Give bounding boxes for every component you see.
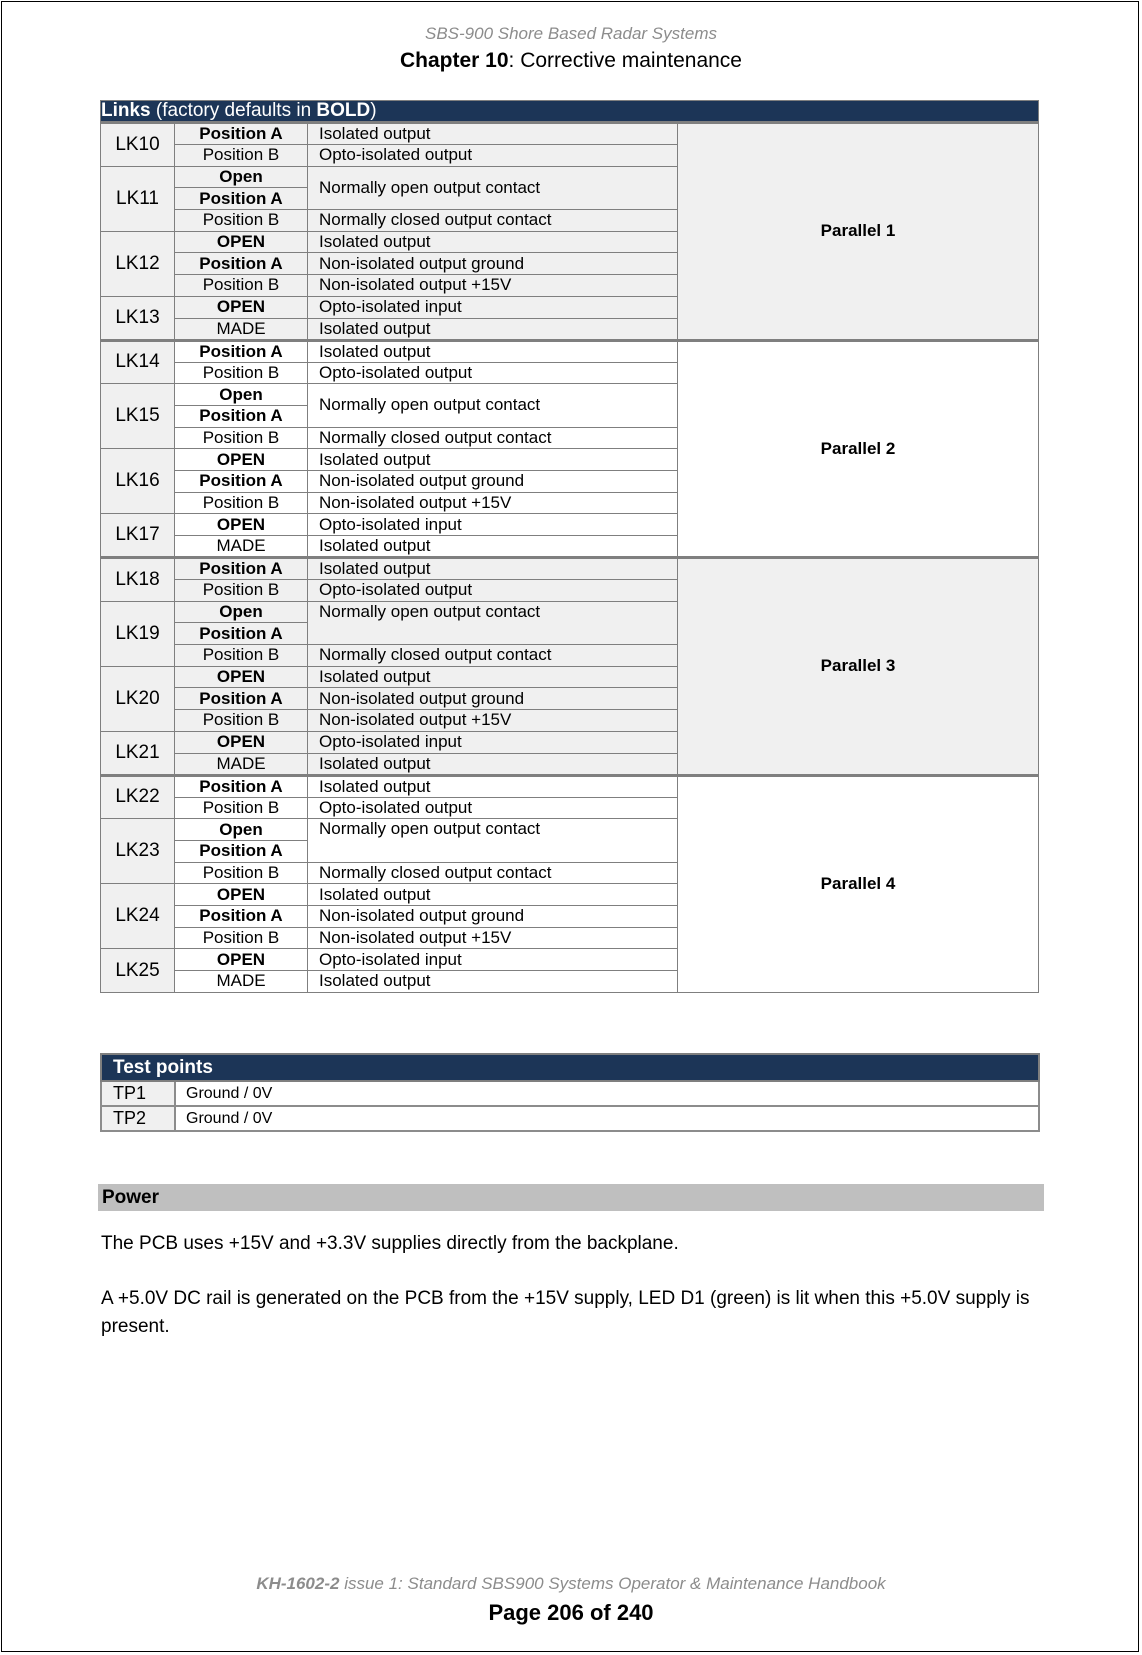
table-row <box>101 340 1039 362</box>
link-id: LK25 <box>101 949 175 992</box>
test-point-desc: Ground / 0V <box>175 1106 1039 1131</box>
link-description: Isolated output <box>308 971 678 993</box>
link-id: LK23 <box>101 819 175 884</box>
link-position: Position B <box>175 210 308 232</box>
link-id: LK10 <box>101 123 175 167</box>
link-position: Position A <box>175 623 308 645</box>
link-description: Non-isolated output ground <box>308 688 678 710</box>
link-position: Position B <box>175 145 308 167</box>
link-position: Position B <box>175 427 308 449</box>
link-position: Position A <box>175 188 308 210</box>
test-point-desc: Ground / 0V <box>175 1081 1039 1106</box>
link-description: Non-isolated output +15V <box>308 275 678 297</box>
links-table <box>100 100 1039 993</box>
link-description: Normally open output contact <box>308 384 678 427</box>
link-position: Position A <box>175 340 308 362</box>
link-id: LK17 <box>101 514 175 558</box>
link-position: OPEN <box>175 514 308 536</box>
link-description: Non-isolated output ground <box>308 905 678 927</box>
header-subtitle: SBS-900 Shore Based Radar Systems <box>425 24 717 43</box>
parallel-label: Parallel 3 <box>678 558 1039 776</box>
link-position: Position A <box>175 405 308 427</box>
link-id: LK14 <box>101 340 175 384</box>
link-id: LK19 <box>101 601 175 666</box>
link-description: Isolated output <box>308 449 678 471</box>
link-description: Isolated output <box>308 123 678 145</box>
link-position: Position B <box>175 862 308 884</box>
link-description: Normally closed output contact <box>308 427 678 449</box>
page-number: Page 206 of 240 <box>488 1600 654 1625</box>
link-description: Normally open output contact <box>308 601 678 644</box>
link-description: Isolated output <box>308 775 678 797</box>
link-position: Position A <box>175 123 308 145</box>
links-table-title <box>101 101 1039 123</box>
link-description: Opto-isolated input <box>308 296 678 318</box>
link-position: OPEN <box>175 296 308 318</box>
table-row <box>101 775 1039 797</box>
link-id: LK21 <box>101 731 175 775</box>
link-id: LK16 <box>101 449 175 514</box>
link-description: Isolated output <box>308 753 678 775</box>
test-points-table <box>100 1053 1040 1132</box>
link-position: Position B <box>175 797 308 819</box>
link-position: Position B <box>175 492 308 514</box>
table-row <box>101 1081 1039 1106</box>
link-description: Opto-isolated output <box>308 580 678 602</box>
link-position: MADE <box>175 318 308 340</box>
link-description: Non-isolated output +15V <box>308 710 678 732</box>
link-description: Opto-isolated output <box>308 797 678 819</box>
link-description: Normally open output contact <box>308 819 678 862</box>
link-description: Normally closed output contact <box>308 210 678 232</box>
link-description: Isolated output <box>308 666 678 688</box>
parallel-label: Parallel 1 <box>678 123 1039 341</box>
footer-doc-line <box>0 1574 1142 1594</box>
link-position: OPEN <box>175 884 308 906</box>
link-id: LK20 <box>101 666 175 731</box>
link-position: Position B <box>175 275 308 297</box>
link-description: Normally closed output contact <box>308 645 678 667</box>
table-row <box>101 1106 1039 1131</box>
link-description: Isolated output <box>308 884 678 906</box>
link-description: Opto-isolated input <box>308 731 678 753</box>
link-position: Position A <box>175 775 308 797</box>
link-id: LK12 <box>101 231 175 296</box>
link-description: Opto-isolated input <box>308 949 678 971</box>
link-position: OPEN <box>175 666 308 688</box>
link-description: Isolated output <box>308 558 678 580</box>
link-description: Isolated output <box>308 340 678 362</box>
links-title-mid: (factory defaults in <box>150 100 317 121</box>
link-description: Isolated output <box>308 231 678 253</box>
links-title-bold: Links <box>101 100 151 121</box>
table-row <box>101 123 1039 145</box>
link-description: Non-isolated output +15V <box>308 492 678 514</box>
link-position: Position A <box>175 470 308 492</box>
link-description: Opto-isolated input <box>308 514 678 536</box>
link-id: LK13 <box>101 296 175 340</box>
power-paragraph-1: The PCB uses +15V and +3.3V supplies directly from the backplane. <box>101 1233 679 1254</box>
link-position: Position A <box>175 688 308 710</box>
chapter-label: Chapter 10 <box>400 49 509 72</box>
test-point-id: TP1 <box>101 1081 175 1106</box>
link-position: Position B <box>175 580 308 602</box>
chapter-title: : Corrective maintenance <box>508 49 742 72</box>
link-position: Position A <box>175 905 308 927</box>
power-heading: Power <box>98 1184 1044 1211</box>
link-position: Position A <box>175 558 308 580</box>
link-position: Position B <box>175 927 308 949</box>
link-id: LK24 <box>101 884 175 949</box>
parallel-label: Parallel 4 <box>678 775 1039 992</box>
link-position: Open <box>175 166 308 188</box>
link-id: LK11 <box>101 166 175 231</box>
link-position: MADE <box>175 971 308 993</box>
link-description: Isolated output <box>308 318 678 340</box>
link-position: OPEN <box>175 949 308 971</box>
link-position: Position B <box>175 362 308 384</box>
link-position: OPEN <box>175 731 308 753</box>
links-title-bold2: BOLD <box>316 100 371 121</box>
link-position: MADE <box>175 753 308 775</box>
links-title-end: ) <box>370 100 377 121</box>
footer-doc-id: KH-1602-2 <box>256 1574 340 1593</box>
link-position: Open <box>175 384 308 406</box>
link-description: Normally open output contact <box>308 166 678 209</box>
link-position: OPEN <box>175 231 308 253</box>
link-description: Opto-isolated output <box>308 145 678 167</box>
link-description: Normally closed output contact <box>308 862 678 884</box>
link-id: LK18 <box>101 558 175 602</box>
link-position: Open <box>175 601 308 623</box>
link-position: OPEN <box>175 449 308 471</box>
test-points-title: Test points <box>101 1054 1039 1081</box>
link-position: Position B <box>175 710 308 732</box>
link-position: Position A <box>175 253 308 275</box>
link-position: Position B <box>175 645 308 667</box>
link-id: LK15 <box>101 384 175 449</box>
table-row <box>101 558 1039 580</box>
link-id: LK22 <box>101 775 175 819</box>
link-description: Opto-isolated output <box>308 362 678 384</box>
link-description: Non-isolated output +15V <box>308 927 678 949</box>
footer-doc-title: issue 1: Standard SBS900 Systems Operator & Maintenance Handbook <box>339 1574 886 1593</box>
test-point-id: TP2 <box>101 1106 175 1131</box>
link-description: Non-isolated output ground <box>308 253 678 275</box>
power-paragraph-2: A +5.0V DC rail is generated on the PCB from the +15V supply, LED D1 (green) is lit when this +5.0V supply is present. <box>101 1288 1030 1337</box>
link-position: MADE <box>175 536 308 558</box>
chapter-heading <box>0 49 1142 73</box>
link-position: Open <box>175 819 308 841</box>
link-description: Non-isolated output ground <box>308 470 678 492</box>
parallel-label: Parallel 2 <box>678 340 1039 558</box>
link-description: Isolated output <box>308 536 678 558</box>
link-position: Position A <box>175 840 308 862</box>
